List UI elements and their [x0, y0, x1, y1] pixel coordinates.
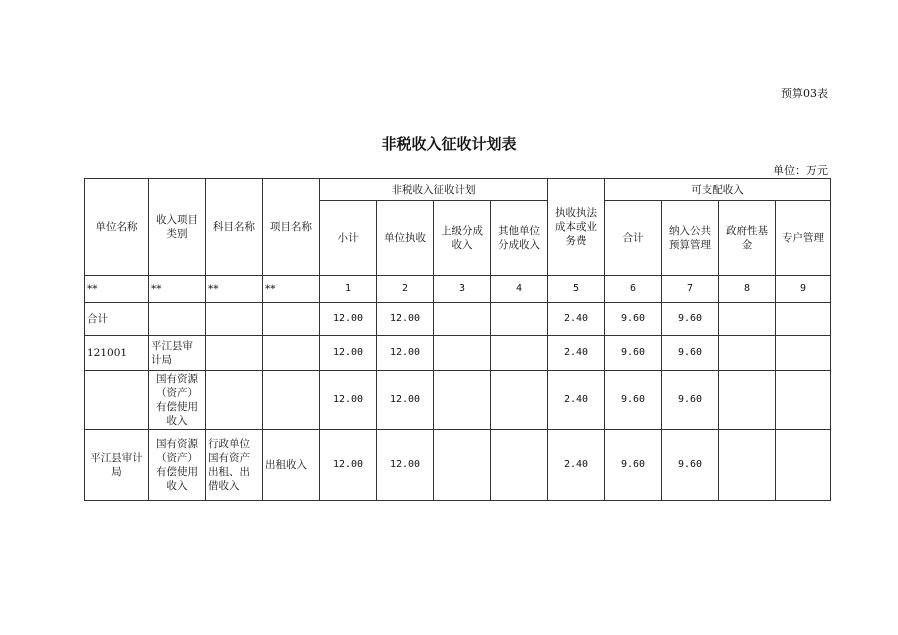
index-cell: **	[263, 276, 320, 303]
non-tax-revenue-table	[84, 178, 831, 501]
header-unit-collect: 单位执收	[377, 201, 434, 276]
unit-label: 单位：万元	[773, 164, 828, 177]
cell-enforcement-cost: 2.40	[548, 336, 605, 371]
header-total: 合计	[605, 201, 662, 276]
cell-gov-fund	[719, 430, 776, 501]
header-other-unit-share: 其他单位分成收入	[491, 201, 548, 276]
index-cell: 6	[605, 276, 662, 303]
cell-other-unit-share	[491, 430, 548, 501]
cell-item-name	[263, 303, 320, 336]
cell-gov-fund	[719, 303, 776, 336]
cell-superior-share	[434, 430, 491, 501]
cell-subject-name	[206, 303, 263, 336]
cell-income-category: 国有资源（资产）有偿使用收入	[149, 371, 206, 430]
header-superior-share: 上级分成收入	[434, 201, 491, 276]
cell-income-category	[149, 303, 206, 336]
cell-total: 9.60	[605, 371, 662, 430]
cell-total: 9.60	[605, 303, 662, 336]
cell-subtotal: 12.00	[320, 430, 377, 501]
cell-subject-name	[206, 336, 263, 371]
index-row	[85, 276, 831, 303]
cell-subtotal: 12.00	[320, 336, 377, 371]
table-row	[85, 430, 831, 501]
cell-other-unit-share	[491, 303, 548, 336]
cell-unit-collect: 12.00	[377, 303, 434, 336]
cell-unit-collect: 12.00	[377, 336, 434, 371]
cell-unit-name	[85, 371, 149, 430]
cell-gov-fund	[719, 336, 776, 371]
cell-other-unit-share	[491, 371, 548, 430]
header-collection-plan: 非税收入征收计划	[320, 179, 548, 201]
cell-special-account	[776, 336, 831, 371]
cell-enforcement-cost: 2.40	[548, 303, 605, 336]
cell-gov-fund	[719, 371, 776, 430]
cell-special-account	[776, 371, 831, 430]
cell-income-category: 国有资源（资产）有偿使用收入	[149, 430, 206, 501]
header-public-budget: 纳入公共预算管理	[662, 201, 719, 276]
header-subject-name: 科目名称	[206, 179, 263, 276]
cell-unit-name: 合计	[85, 303, 149, 336]
cell-subject-name	[206, 371, 263, 430]
table-row	[85, 336, 831, 371]
cell-public-budget: 9.60	[662, 430, 719, 501]
cell-public-budget: 9.60	[662, 336, 719, 371]
header-row-1	[85, 179, 831, 201]
table-row	[85, 303, 831, 336]
index-cell: 3	[434, 276, 491, 303]
table-row	[85, 371, 831, 430]
cell-income-category: 平江县审计局	[149, 336, 206, 371]
form-code: 预算03表	[781, 87, 828, 100]
header-disposable-income: 可支配收入	[605, 179, 831, 201]
header-gov-fund: 政府性基金	[719, 201, 776, 276]
cell-total: 9.60	[605, 430, 662, 501]
cell-public-budget: 9.60	[662, 371, 719, 430]
cell-item-name: 出租收入	[263, 430, 320, 501]
cell-enforcement-cost: 2.40	[548, 430, 605, 501]
cell-other-unit-share	[491, 336, 548, 371]
index-cell: 7	[662, 276, 719, 303]
page-title: 非税收入征收计划表	[381, 135, 517, 153]
cell-superior-share	[434, 303, 491, 336]
cell-enforcement-cost: 2.40	[548, 371, 605, 430]
header-income-category: 收入项目类别	[149, 179, 206, 276]
cell-subtotal: 12.00	[320, 303, 377, 336]
header-subtotal: 小计	[320, 201, 377, 276]
cell-superior-share	[434, 336, 491, 371]
cell-unit-collect: 12.00	[377, 430, 434, 501]
cell-superior-share	[434, 371, 491, 430]
index-cell: 9	[776, 276, 831, 303]
cell-subject-name: 行政单位国有资产出租、出借收入	[206, 430, 263, 501]
index-cell: 8	[719, 276, 776, 303]
header-unit-name: 单位名称	[85, 179, 149, 276]
cell-special-account	[776, 430, 831, 501]
cell-unit-name: 平江县审计局	[85, 430, 149, 501]
cell-special-account	[776, 303, 831, 336]
cell-total: 9.60	[605, 336, 662, 371]
header-special-account: 专户管理	[776, 201, 831, 276]
index-cell: 5	[548, 276, 605, 303]
header-item-name: 项目名称	[263, 179, 320, 276]
index-cell: **	[206, 276, 263, 303]
cell-unit-collect: 12.00	[377, 371, 434, 430]
cell-public-budget: 9.60	[662, 303, 719, 336]
index-cell: 2	[377, 276, 434, 303]
index-cell: **	[149, 276, 206, 303]
index-cell: 1	[320, 276, 377, 303]
header-enforcement-cost: 执收执法成本或业务费	[548, 179, 605, 276]
cell-item-name	[263, 371, 320, 430]
index-cell: 4	[491, 276, 548, 303]
cell-unit-name: 121001	[85, 336, 149, 371]
cell-subtotal: 12.00	[320, 371, 377, 430]
index-cell: **	[85, 276, 149, 303]
cell-item-name	[263, 336, 320, 371]
